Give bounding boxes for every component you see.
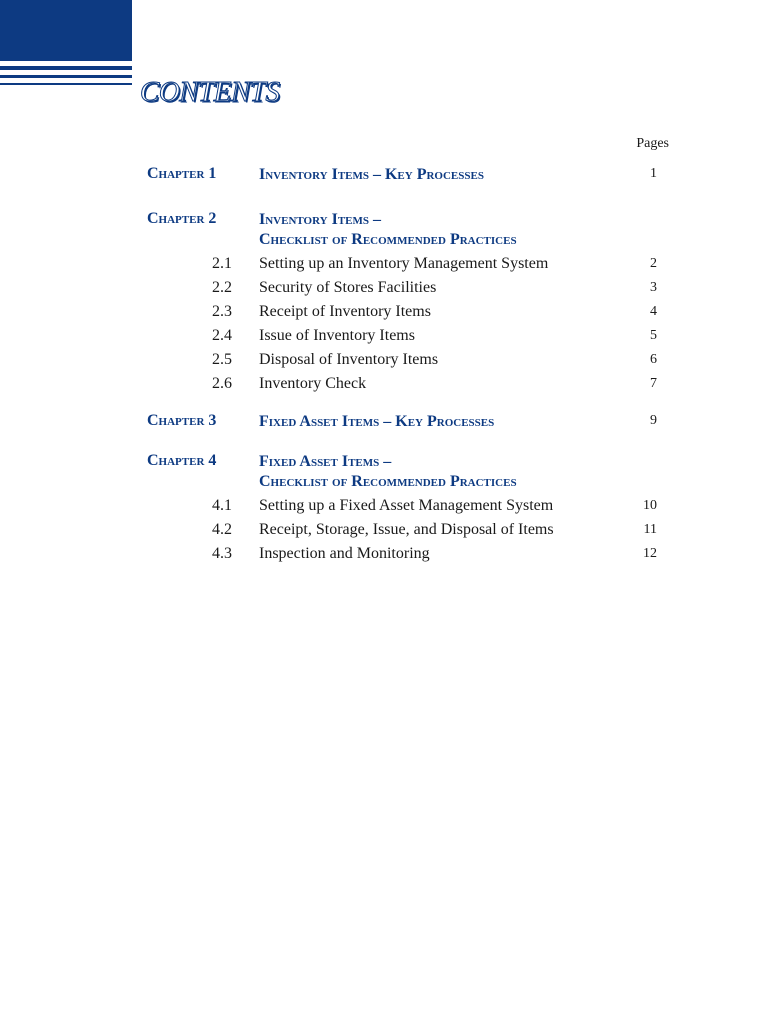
- chapter-label: Chapter 4: [147, 452, 217, 469]
- toc-section-row[interactable]: [0, 303, 768, 327]
- chapter-title-line: Checklist of Recommended Practices: [259, 231, 517, 248]
- chapter-label: Chapter 3: [147, 412, 217, 429]
- chapter-title-line: Fixed Asset Items –: [259, 453, 392, 470]
- section-number: 4.2: [212, 521, 232, 538]
- chapter-title-line: Inventory Items – Key Processes: [259, 166, 484, 183]
- page-title: CONTENTS: [140, 76, 280, 108]
- section-number: 2.3: [212, 303, 232, 320]
- section-page-number: 10: [643, 498, 657, 513]
- section-title: Inspection and Monitoring: [259, 545, 430, 562]
- header-stripe: [0, 66, 132, 70]
- chapter-title[interactable]: [259, 412, 494, 432]
- section-title: Security of Stores Facilities: [259, 279, 437, 296]
- chapter-page-number: 1: [650, 166, 657, 181]
- toc-section-row[interactable]: [0, 351, 768, 375]
- section-page-number: 4: [650, 304, 657, 319]
- chapter-title[interactable]: [259, 165, 484, 185]
- chapter-label: Chapter 1: [147, 165, 217, 182]
- section-number: 4.3: [212, 545, 232, 562]
- pages-column-heading: Pages: [636, 136, 669, 151]
- toc-section-row[interactable]: [0, 279, 768, 303]
- section-page-number: 3: [650, 280, 657, 295]
- toc-section-row[interactable]: [0, 521, 768, 545]
- section-page-number: 12: [643, 546, 657, 561]
- section-number: 4.1: [212, 497, 232, 514]
- chapter-title-line: Fixed Asset Items – Key Processes: [259, 413, 495, 430]
- section-number: 2.6: [212, 375, 232, 392]
- section-page-number: 6: [650, 352, 657, 367]
- section-title: Receipt of Inventory Items: [259, 303, 431, 320]
- section-number: 2.2: [212, 279, 232, 296]
- header-stripe: [0, 75, 132, 78]
- toc-section-row[interactable]: [0, 497, 768, 521]
- section-number: 2.5: [212, 351, 232, 368]
- section-page-number: 2: [650, 256, 657, 271]
- toc-section-row[interactable]: [0, 375, 768, 399]
- chapter-label: Chapter 2: [147, 210, 217, 227]
- section-title: Disposal of Inventory Items: [259, 351, 439, 368]
- section-page-number: 7: [650, 376, 657, 391]
- section-page-number: 11: [643, 522, 657, 537]
- section-page-number: 5: [650, 328, 657, 343]
- chapter-title-line: Checklist of Recommended Practices: [259, 473, 517, 490]
- toc-section-row[interactable]: [0, 327, 768, 351]
- section-number: 2.4: [212, 327, 232, 344]
- section-title: Inventory Check: [259, 375, 367, 392]
- toc-section-row[interactable]: [0, 255, 768, 279]
- header-stripe: [0, 83, 132, 85]
- section-number: 2.1: [212, 255, 232, 272]
- chapter-page-number: 9: [650, 413, 657, 428]
- chapter-title-line: Inventory Items –: [259, 211, 381, 228]
- section-title: Receipt, Storage, Issue, and Disposal of Items: [259, 521, 554, 538]
- toc-section-row[interactable]: [0, 545, 768, 569]
- header-color-block: [0, 0, 132, 61]
- section-title: Issue of Inventory Items: [259, 327, 415, 344]
- chapter-title[interactable]: [259, 452, 517, 492]
- section-title: Setting up a Fixed Asset Management System: [259, 497, 554, 514]
- chapter-title[interactable]: [259, 210, 517, 250]
- section-title: Setting up an Inventory Management System: [259, 255, 549, 272]
